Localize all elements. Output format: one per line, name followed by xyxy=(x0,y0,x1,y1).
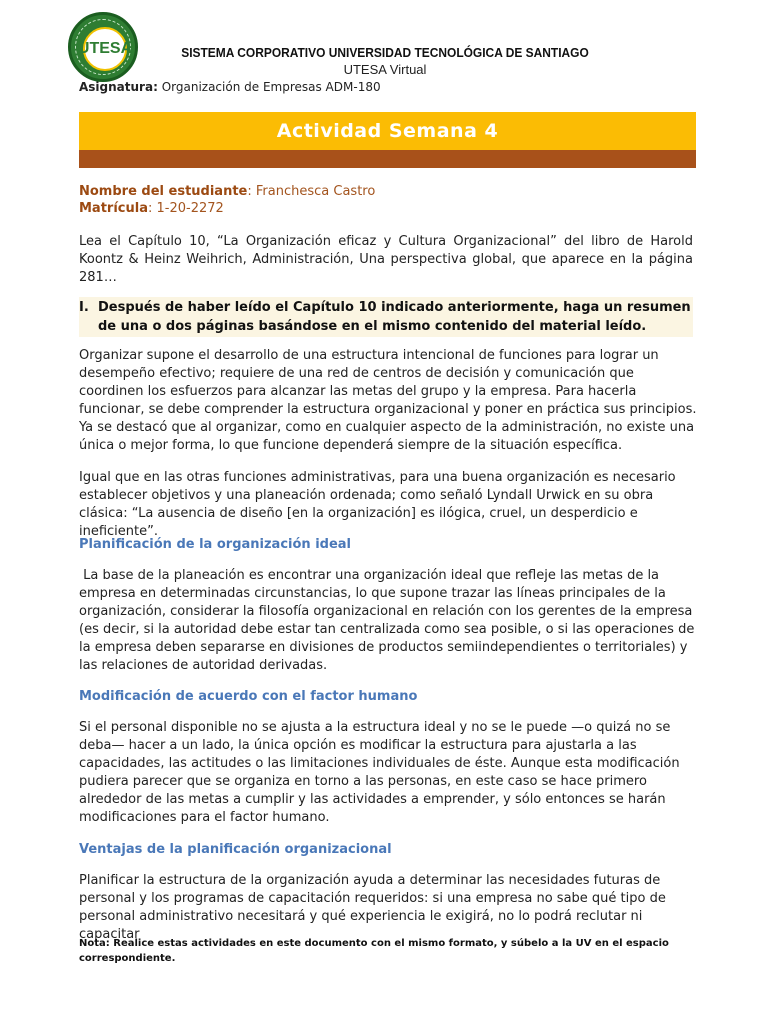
student-id-value: : 1-20-2272 xyxy=(147,201,224,216)
body-paragraph-2: Igual que en las otras funciones administrativas, para una buena organización es necesario establecer objetivos y una planeación ordenada; como señaló Lyndall Urwick en su obra clásica: “La ausencia de diseño [en la organización] es ilógica, cruel, un desperdicio e ineficiente”. xyxy=(79,470,676,539)
subject-line xyxy=(79,80,381,94)
institution-title: SISTEMA CORPORATIVO UNIVERSIDAD TECNOLÓGICA DE SANTIAGO xyxy=(181,45,589,60)
student-name-value: : Franchesca Castro xyxy=(247,184,376,199)
section-heading-advantages: Ventajas de la planificación organizacional xyxy=(79,842,392,857)
utesa-logo xyxy=(68,12,138,82)
footer-note: Nota: Realice estas actividades en este documento con el mismo formato, y súbelo a la UV en el espacio correspondiente. xyxy=(79,938,669,964)
logo-emblem: UTESA xyxy=(83,27,127,71)
section-heading-human-factor: Modificación de acuerdo con el factor humano xyxy=(79,689,418,704)
section-heading-ideal: Planificación de la organización ideal xyxy=(79,537,352,552)
body-paragraph-5: Planificar la estructura de la organización ayuda a determinar las necesidades futuras de personal y los programas de capacitación requeridos: si una empresa no sabe qué tipo de personal administrativo necesitará y qué experiencia le exigirá, no lo podrá reclutar ni capacitar xyxy=(79,873,666,942)
question-text: Después de haber leído el Capítulo 10 indicado anteriormente, haga un resumen de una o dos páginas basándose en el mismo contenido del material leído. xyxy=(98,300,691,334)
banner-stripe xyxy=(79,150,696,168)
question-block xyxy=(79,298,691,336)
activity-title: Actividad Semana 4 xyxy=(276,120,499,142)
institution-subtitle: UTESA Virtual xyxy=(343,62,427,77)
activity-banner xyxy=(79,112,696,150)
body-paragraph-4: Si el personal disponible no se ajusta a la estructura ideal y no se le puede —o quizá no se deba— hacer a un lado, la única opción es modificar la estructura para ajustarla a las capacidades, las actitudes o las limitaciones individuales de éste. Aunque esta modificación pudiera parecer que se organiza en torno a las personas, en este caso se hace primero alrededor de las metas a cumplir y las actividades a emprender, y sólo entonces se harán modificaciones para el factor humano. xyxy=(79,720,680,825)
student-id-line xyxy=(79,201,224,216)
student-name-line xyxy=(79,184,375,199)
student-name-label: Nombre del estudiante xyxy=(79,184,248,199)
body-paragraph-3: La base de la planeación es encontrar una organización ideal que refleje las metas de la empresa en determinadas circunstancias, lo que supone trazar las líneas principales de la organización, considerar la filosofía organizacional en relación con los gerentes de la empresa (es decir, si la autoridad debe estar tan centralizada como sea posible, o si las operaciones de la empresa deben separarse en divisiones de productos semiindependientes o territoriales) y las relaciones de autoridad derivadas. xyxy=(79,568,699,673)
body-paragraph-1: Organizar supone el desarrollo de una estructura intencional de funciones para lograr un desempeño efectivo; requiere de una red de centros de decisión y comunicación que coordinen los esfuerzos para alcanzar las metas del grupo y la empresa. Para hacerla funcionar, se debe comprender la estructura organizacional y poner en práctica sus principios. Ya se destacó que al organizar, como en cualquier aspecto de la administración, no existe una única o mejor forma, lo que funcione dependerá siempre de la situación específica. xyxy=(79,348,697,453)
subject-label: Asignatura: xyxy=(79,80,158,94)
subject-value: Organización de Empresas ADM-180 xyxy=(161,80,381,94)
question-number: I. xyxy=(79,300,89,315)
instructions-paragraph: Lea el Capítulo 10, “La Organización eficaz y Cultura Organizacional” del libro de Harold Koontz & Heinz Weihrich, Administración, Una perspectiva global, que aparece en la página 281… xyxy=(79,234,693,285)
student-id-label: Matrícula xyxy=(79,201,148,216)
